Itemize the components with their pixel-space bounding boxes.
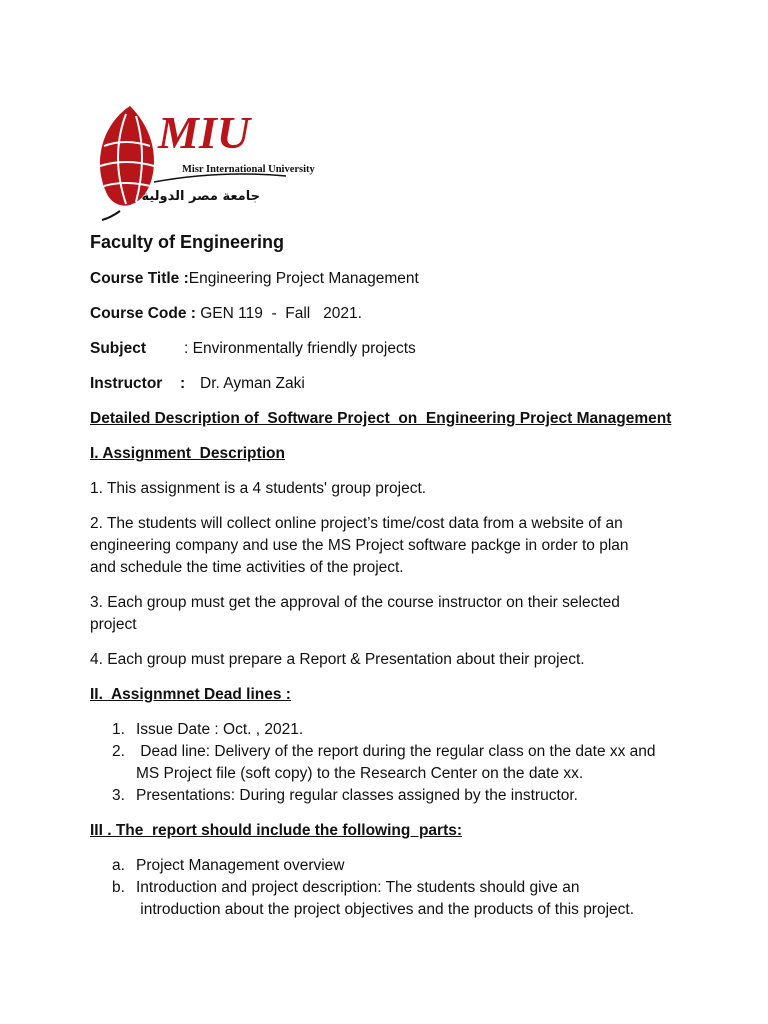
miu-logo [90,86,315,226]
subject-sep: : [184,340,193,357]
deadline-marker: 1. [112,721,125,738]
subject-label: Subject [90,340,146,357]
course-title-value: Engineering Project Management [188,270,419,287]
report-part-text: Introduction and project description: The students should give an [136,879,580,896]
course-code-label: Course Code : [90,305,196,322]
instructor-value: Dr. Ayman Zaki [200,375,305,392]
report-part-marker: b. [112,879,125,896]
instructor-sep: : [180,375,186,392]
subject-value: Environmentally friendly projects [192,340,416,357]
deadline-text: Dead line: Delivery of the report during the regular class on the date xx and [136,743,656,760]
instructor-label: Instructor [90,375,163,392]
instructor-line [90,373,305,395]
course-title-line [90,268,419,290]
report-part-text: Project Management overview [136,857,345,874]
course-code-line [90,303,362,325]
report-part-item [112,877,579,899]
section1-item: 2. The students will collect online project’s time/cost data from a website of an [90,515,623,532]
logo-arabic-name: جامعة مصر الدولية [141,189,260,204]
subject-line [90,338,416,360]
report-part-text-continued: introduction about the project objectives and the products of this project. [136,901,635,918]
deadline-marker: 3. [112,787,125,804]
deadline-item [112,741,656,763]
deadline-marker: 2. [112,743,125,760]
report-part-marker: a. [112,857,125,874]
report-part-item [112,855,345,877]
section1-item: and schedule the time activities of the project. [90,559,404,576]
deadline-text-continued: MS Project file (soft copy) to the Research Center on the date xx. [136,765,584,782]
section1-item: 4. Each group must prepare a Report & Presentation about their project. [90,651,585,668]
deadline-item [112,785,578,807]
logo-mark: MIU [158,107,251,158]
section1-item: engineering company and use the MS Project software packge in order to plan [90,537,629,554]
section1-item: project [90,616,137,633]
detailed-description-heading: Detailed Description of Software Project on Engineering Project Management [90,410,672,427]
section2-heading: II. Assignmnet Dead lines : [90,686,291,703]
section1-heading: I. Assignment Description [90,445,285,462]
section1-item: 1. This assignment is a 4 students' group project. [90,480,427,497]
deadline-text: Issue Date : Oct. , 2021. [136,721,304,738]
deadline-text: Presentations: During regular classes assigned by the instructor. [136,787,578,804]
deadline-item [112,719,303,741]
course-title-label: Course Title : [90,270,189,287]
logo-english-name: Misr International University [182,164,315,175]
section3-heading: III . The report should include the following parts: [90,822,463,839]
course-code-value: GEN 119 - Fall 2021. [195,305,362,322]
section1-item: 3. Each group must get the approval of the course instructor on their selected [90,594,620,611]
faculty-heading: Faculty of Engineering [90,232,285,252]
